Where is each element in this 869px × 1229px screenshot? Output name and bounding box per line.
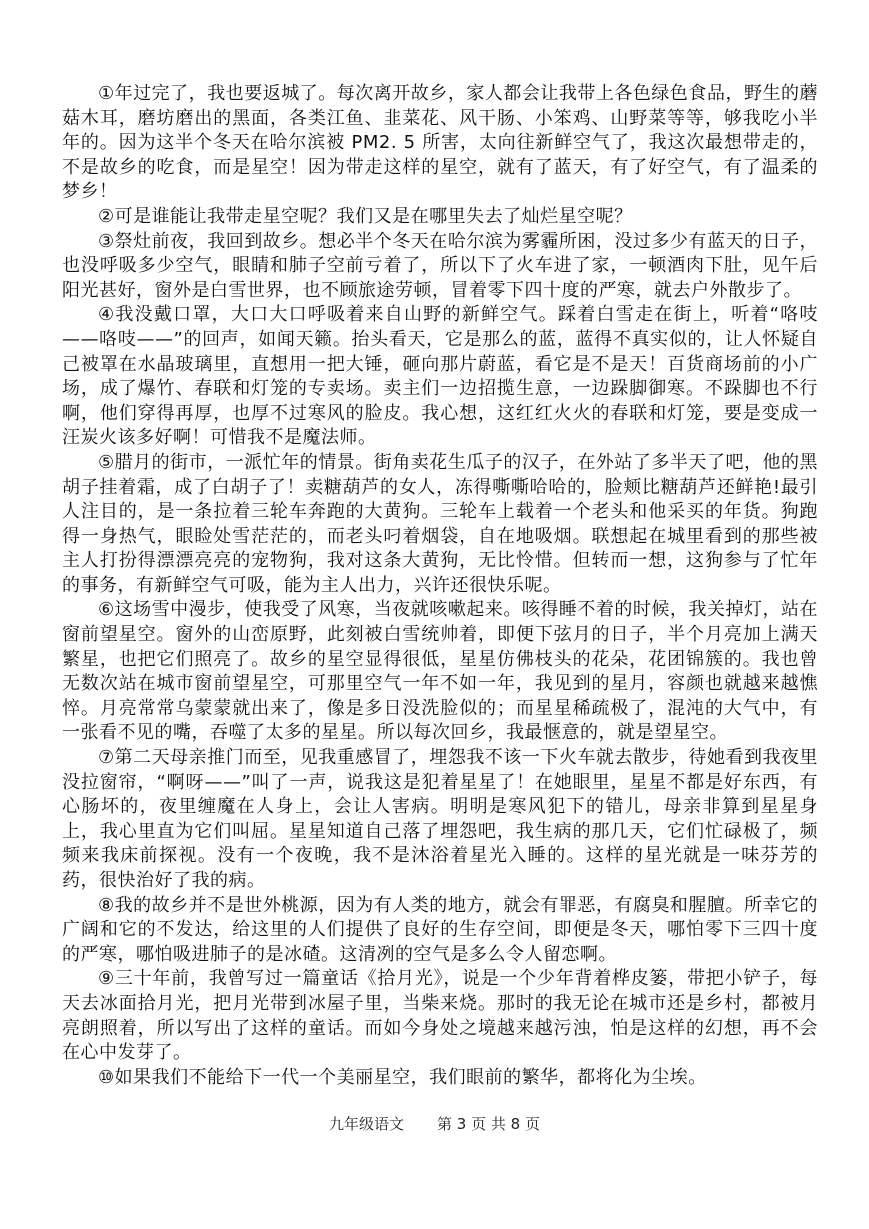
paragraph-6: ⑥这场雪中漫步，使我受了风寒，当夜就咳嗽起来。咳得睡不着的时候，我关掉灯，站在窗前望星空。窗外的山峦原野，此刻被白雪统帅着，即便下弦月的日子，半个月亮加上满天繁星，也把它们照亮了。故乡的星空显得很低，星星仿佛枝头的花朵，花团锦簇的。我也曾无数次站在城市窗前望星空，可那里空气一年不如一年，我见到的星月，容颜也就越来越憔悴。月亮常常乌蒙蒙就出来了，像是多日没洗脸似的；而星星稀疏极了，混沌的大气中，有一张看不见的嘴，吞噬了太多的星星。所以每次回乡，我最惬意的，就是望星空。 (62, 599, 818, 744)
paragraph-10: ⑩如果我们不能给下一代一个美丽星空，我们眼前的繁华，都将化为尘埃。 (98, 1066, 707, 1088)
footer-subject: 九年级语文 (329, 1115, 405, 1133)
paragraph-9: ⑨三十年前，我曾写过一篇童话《拾月光》，说是一个少年背着桦皮篓，带把小铲子，每天去冰面拾月光，把月光带到冰屋子里，当柴来烧。那时的我无论在城市还是乡村，都被月亮朗照着，所以写出了这样的童话。而如今身处之境越来越污浊，怕是这样的幻想，再不会在心中发芽了。 (62, 968, 818, 1064)
footer-page-indicator: 第 3 页 共 8 页 (437, 1115, 540, 1133)
paragraph-4: ④我没戴口罩，大口大口呼吸着来自山野的新鲜空气。踩着白雪走在街上，听着“咯吱——咯吱——”的回声，如闻天籁。抬头看天，它是那么的蓝，蓝得不真实似的，让人怀疑自己被罩在水晶玻璃里，直想用一把大锤，砸向那片蔚蓝，看它是不是天！百货商场前的小广场，成了爆竹、春联和灯笼的专卖场。卖主们一边招揽生意，一边跺脚御寒。不跺脚也不行啊，他们穿得再厚，也厚不过寒风的脸皮。我心想，这红红火火的春联和灯笼，要是变成一汪炭火该多好啊！可惜我不是魔法师。 (62, 304, 818, 449)
paragraph-2: ②可是谁能让我带走星空呢？我们又是在哪里失去了灿烂星空呢？ (98, 205, 633, 227)
page-footer (0, 1113, 869, 1134)
paragraph-5: ⑤腊月的街市，一派忙年的情景。街角卖花生瓜子的汉子，在外站了多半天了吧，他的黑胡子挂着霜，成了白胡子了！卖糖葫芦的女人，冻得嘶嘶哈哈的，脸颊比糖葫芦还鲜艳!最引人注目的，是一条拉着三轮车奔跑的大黄狗。三轮车上载着一个老头和他采买的年货。狗跑得一身热气，眼睑处雪茫茫的，而老头叼着烟袋，自在地吸烟。联想起在城里看到的那些被主人打扮得漂漂亮亮的宠物狗，我对这条大黄狗，无比怜惜。但转而一想，这狗参与了忙年的事务，有新鲜空气可吸，能为主人出力，兴许还很快乐呢。 (62, 451, 818, 596)
paragraph-7: ⑦第二天母亲推门而至，见我重感冒了，埋怨我不该一下火车就去散步，待她看到我夜里没拉窗帘，“啊呀——”叫了一声，说我这是犯着星星了！在她眼里，星星不都是好东西，有心肠坏的，夜里缠魔在人身上，会让人害病。明明是寒风犯下的错儿，母亲非算到星星身上，我心里直为它们叫屈。星星知道自己落了埋怨吧，我生病的那几天，它们忙碌极了，频频来我床前探视。没有一个夜晚，我不是沐浴着星光入睡的。这样的星光就是一味芬芳的药，很快治好了我的病。 (62, 747, 818, 891)
paragraph-3: ③祭灶前夜，我回到故乡。想必半个冬天在哈尔滨为雾霾所困，没过多少有蓝天的日子，也没呼吸多少空气，眼睛和肺子空前亏着了，所以下了火车进了家，一顿酒肉下肚，见午后阳光甚好，窗外是白雪世界，也不顾旅途劳顿，冒着零下四十度的严寒，就去户外散步了。 (62, 230, 818, 301)
paragraph-1: ①年过完了，我也要返城了。每次离开故乡，家人都会让我带上各色绿色食品，野生的蘑菇木耳，磨坊磨出的黑面，各类江鱼、韭菜花、风干肠、小笨鸡、山野菜等等，够我吃小半年的。因为这半个冬天在哈尔滨被 PM2. 5 所害，太向往新鲜空气了，我这次最想带走的，不是故乡的吃食，而是星空！因为带走这样的星空，就有了蓝天，有了好空气，有了温柔的梦乡！ (62, 83, 818, 203)
paragraph-8: ⑧我的故乡并不是世外桃源，因为有人类的地方，就会有罪恶，有腐臭和腥膻。所幸它的广阔和它的不发达，给这里的人们提供了良好的生存空间，即便是冬天，哪怕零下三四十度的严寒，哪怕吸进肺子的是冰碴。这清冽的空气是多么令人留恋啊。 (62, 894, 818, 965)
passage-body (62, 82, 818, 1090)
